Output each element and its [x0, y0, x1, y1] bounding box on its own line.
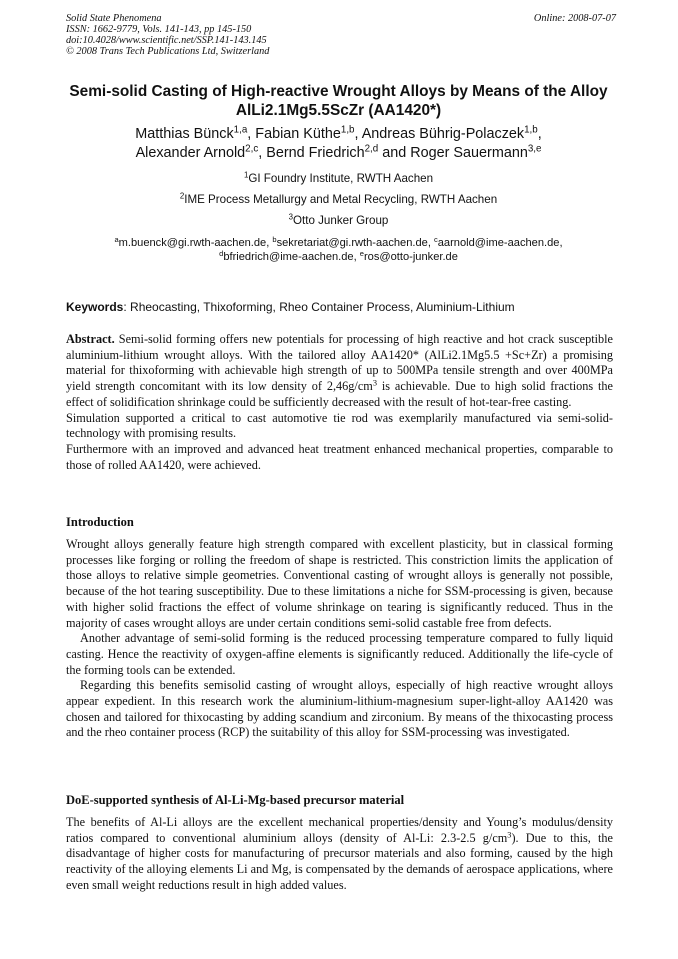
author-affiliation-mark: 1,a	[233, 124, 248, 136]
affiliation-3	[66, 214, 611, 228]
affiliation-text: GI Foundry Institute, RWTH Aachen	[248, 172, 434, 185]
body-paragraph	[66, 815, 613, 894]
email-link[interactable]: m.buenck@gi.rwth-aachen.de	[118, 237, 267, 249]
keywords-line	[66, 300, 616, 315]
author-affiliation-mark: 3,e	[527, 143, 542, 155]
superscript: 3	[372, 378, 377, 388]
body-text: The benefits of Al-Li alloys are the excellent mechanical properties/density and Young’s modulus/density ratios compared to conventional aluminium alloys (density of Al-Li: 2.3-2.5 g/cm	[66, 815, 613, 845]
email-link[interactable]: ros@otto-junker.de	[363, 251, 458, 263]
author-name: Roger Sauermann	[410, 145, 528, 161]
affiliation-text: IME Process Metallurgy and Metal Recycling, RWTH Aachen	[184, 193, 498, 206]
author-name: Bernd Friedrich	[266, 145, 365, 161]
author-list: Matthias Bünck$^{1,a}$, Fabian Küthe$^{1,b}$, Andreas Bührig-Polaczek$^{1,b}$, Alexander Arnold$^{2,c}$, Bernd Friedrich$^{2,d}$ and Roger Sauermann$^{3,e}$	[135, 124, 542, 161]
author-affiliation-mark: 2,d	[364, 143, 379, 155]
doi-line: doi:10.4028/www.scientific.net/SSP.141-143.145	[66, 35, 267, 46]
abstract-paragraph: Simulation supported a critical to cast automotive tie rod was exemplarily manufactured via semi-solid-technology with promising results.	[66, 410, 613, 441]
online-date: Online: 2008-07-07	[533, 13, 616, 24]
author-name: Fabian Küthe	[255, 126, 341, 142]
email-link[interactable]: aarnold@ime-aachen.de	[437, 237, 560, 249]
abstract-text: is achievable. Due to high solid fractions the effect of solidification shrinkage could be sufficiently decreased with the result of hot-tear-free casting.	[66, 379, 613, 409]
introduction-section	[66, 537, 613, 741]
copyright-line: © 2008 Trans Tech Publications Ltd, Switzerland	[66, 46, 270, 57]
keywords-label: Keywords	[66, 300, 124, 314]
affiliation-text: Otto Junker Group	[293, 214, 389, 227]
affiliation-2	[66, 193, 611, 207]
email-list: $^a$m.buenck@gi.rwth-aachen.de, $^b$sekretariat@gi.rwth-aachen.de, $^c$aarnold@ime-aachen.de, $^d$bfriedrich@ime-aachen.de, $^e$ros@otto-junker.de	[114, 234, 563, 263]
affiliation-1	[66, 172, 611, 186]
author-name: Matthias Bünck	[135, 126, 234, 142]
publication-header	[66, 13, 616, 57]
journal-name: Solid State Phenomena	[66, 13, 162, 24]
affiliation-number: 3	[288, 212, 293, 222]
body-paragraph: Regarding this benefits semisolid casting of wrought alloys, especially of high reactive wrought alloys appear expedient. In this research work the aluminium-lithium-magnesium super-light-alloy AA1420 was chosen and tailored for thixocasting by adding scandium and zirconium. By means of the thixocasting process and the rheo container process (RCP) the suitability of this alloy for SSM-processing was investigated.	[66, 678, 613, 740]
paper-title: Semi-solid Casting of High-reactive Wrought Alloys by Means of the Alloy AlLi2.1Mg5.5ScZr (AA1420*)	[69, 83, 608, 119]
section-heading-introduction: Introduction	[66, 515, 134, 529]
abstract-section	[66, 332, 613, 473]
section-heading-doe: DoE-supported synthesis of Al-Li-Mg-based precursor material	[66, 793, 405, 807]
author-name: Andreas Bührig-Polaczek	[361, 126, 525, 142]
email-link[interactable]: sekretariat@gi.rwth-aachen.de	[276, 237, 428, 249]
author-affiliation-mark: 2,c	[245, 143, 259, 155]
keywords-text: : Rheocasting, Thixoforming, Rheo Container Process, Aluminium-Lithium	[123, 300, 515, 314]
author-name: Alexander Arnold	[135, 145, 246, 161]
abstract-label: Abstract.	[66, 332, 115, 346]
issn-line: ISSN: 1662-9779, Vols. 141-143, pp 145-150	[66, 24, 252, 35]
affiliation-number: 2	[179, 191, 185, 201]
superscript: 3	[507, 830, 512, 840]
abstract-text: Semi-solid forming offers new potentials for processing of high reactive and hot crack susceptible aluminium-lithium wrought alloys. With the tailored alloy AA1420* (AlLi2.1Mg5.5 +Sc+Zr) a promising material for thixoforming with achievable high strength of up to 500MPa tensile strength and over 400MPa yield strength concomitant with its low density of 2,46g/cm	[66, 332, 613, 394]
email-link[interactable]: bfriedrich@ime-aachen.de	[223, 251, 354, 263]
abstract-paragraph	[66, 332, 613, 411]
affiliation-number: 1	[243, 170, 249, 180]
doe-section	[66, 815, 613, 894]
abstract-paragraph: Furthermore with an improved and advanced heat treatment enhanced mechanical properties, comparable to those of rolled AA1420, were achieved.	[66, 441, 613, 472]
author-affiliation-mark: 1,b	[524, 124, 538, 136]
author-affiliation-mark: 1,b	[340, 124, 355, 136]
body-paragraph: Wrought alloys generally feature high strength compared with excellent plasticity, but in classical forming processes like forging or rolling the freedom of shape is restricted. This constriction limits the application of those alloys to relative simple geometries. Conventional casting of wrought alloys is generally not possible, because of the hot tearing susceptibility. Due to these limitations a niche for SSM-processing is given, because with higher solid fractions the effect of volume shrinkage on tearing is significantly reduced. Thus in the majority of cases wrought alloys are under certain conditions semi-solid castable free from defects.	[66, 537, 613, 630]
body-text: ). Due to this, the disadvantage of higher costs for manufacturing of precursor materials and also forming, caused by the high reactivity of the alloying elements Li and Mg, is compensated by the demands of aerospace applications, where even small weight reductions result in high added values.	[66, 830, 613, 892]
body-paragraph: Another advantage of semi-solid forming is the reduced processing temperature compared to fully liquid casting. Hence the reactivity of oxygen-affine elements is significantly reduced. Additionally the life-cycle of the forming tools can be extended.	[66, 631, 613, 677]
